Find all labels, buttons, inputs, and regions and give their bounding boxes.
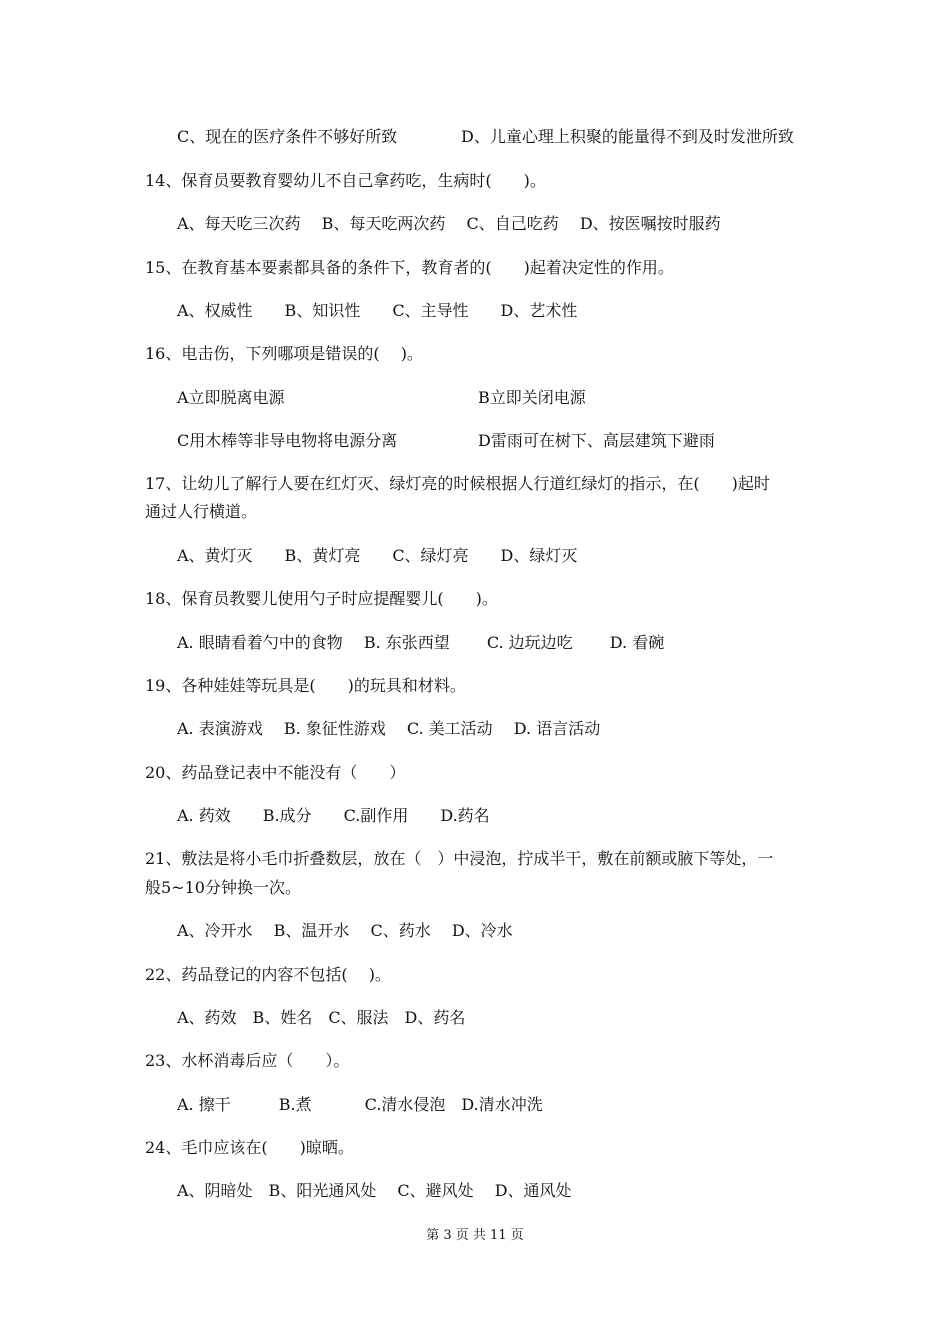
page-number-footer: 第 3 页 共 11 页 [426,1228,524,1243]
option-line: A立即脱离电源 [177,388,285,407]
option-line: C用木棒等非导电物将电源分离 [177,431,398,450]
question-line: 通过人行横道。 [145,502,258,521]
question-line: 17、让幼儿了解行人要在红灯灭、绿灯亮的时候根据人行道红绿灯的指示，在( )起时 [145,474,770,493]
option-line: A、权威性 B、知识性 C、主导性 D、艺术性 [177,301,578,320]
option-line: A、黄灯灭 B、黄灯亮 C、绿灯亮 D、绿灯灭 [177,546,578,565]
question-line: 21、敷法是将小毛巾折叠数层，放在（ ）中浸泡，拧成半干，敷在前额或腋下等处，一 [145,849,774,868]
option-line: A、每天吃三次药 B、每天吃两次药 C、自己吃药 D、按医嘱按时服药 [177,214,721,233]
question-line: 20、药品登记表中不能没有（ ） [145,763,406,782]
question-line: 19、各种娃娃等玩具是( )的玩具和材料。 [145,676,466,695]
option-line: A. 眼睛看着勺中的食物 B. 东张西望 C. 边玩边吃 D. 看碗 [177,633,665,652]
option-line: A. 擦干 B.煮 C.清水侵泡 D.清水冲洗 [177,1095,543,1114]
option-line: A. 药效 B.成分 C.副作用 D.药名 [177,806,490,825]
option-line: D、儿童心理上积聚的能量得不到及时发泄所致 [461,127,794,146]
option-line: A. 表演游戏 B. 象征性游戏 C. 美工活动 D. 语言活动 [177,719,601,738]
question-line: 22、药品登记的内容不包括( )。 [145,965,391,984]
question-line: 23、水杯消毒后应（ ）。 [145,1051,350,1070]
option-line: D雷雨可在树下、高层建筑下避雨 [478,431,715,450]
option-line: C、现在的医疗条件不够好所致 [177,127,398,146]
question-line: 般5~10分钟换一次。 [145,878,301,897]
question-line: 16、电击伤，下列哪项是错误的( )。 [145,344,423,363]
question-line: 24、毛巾应该在( )晾晒。 [145,1138,354,1157]
option-line: A、阴暗处 B、阳光通风处 C、避风处 D、通风处 [177,1181,572,1200]
option-line: A、冷开水 B、温开水 C、药水 D、冷水 [177,921,513,940]
option-line: B立即关闭电源 [478,388,586,407]
question-line: 18、保育员教婴儿使用勺子时应提醒婴儿( )。 [145,589,498,608]
option-line: A、药效 B、姓名 C、服法 D、药名 [177,1008,466,1027]
question-line: 15、在教育基本要素都具备的条件下，教育者的( )起着决定性的作用。 [145,258,674,277]
question-line: 14、保育员要教育婴幼儿不自己拿药吃，生病时( )。 [145,171,546,190]
